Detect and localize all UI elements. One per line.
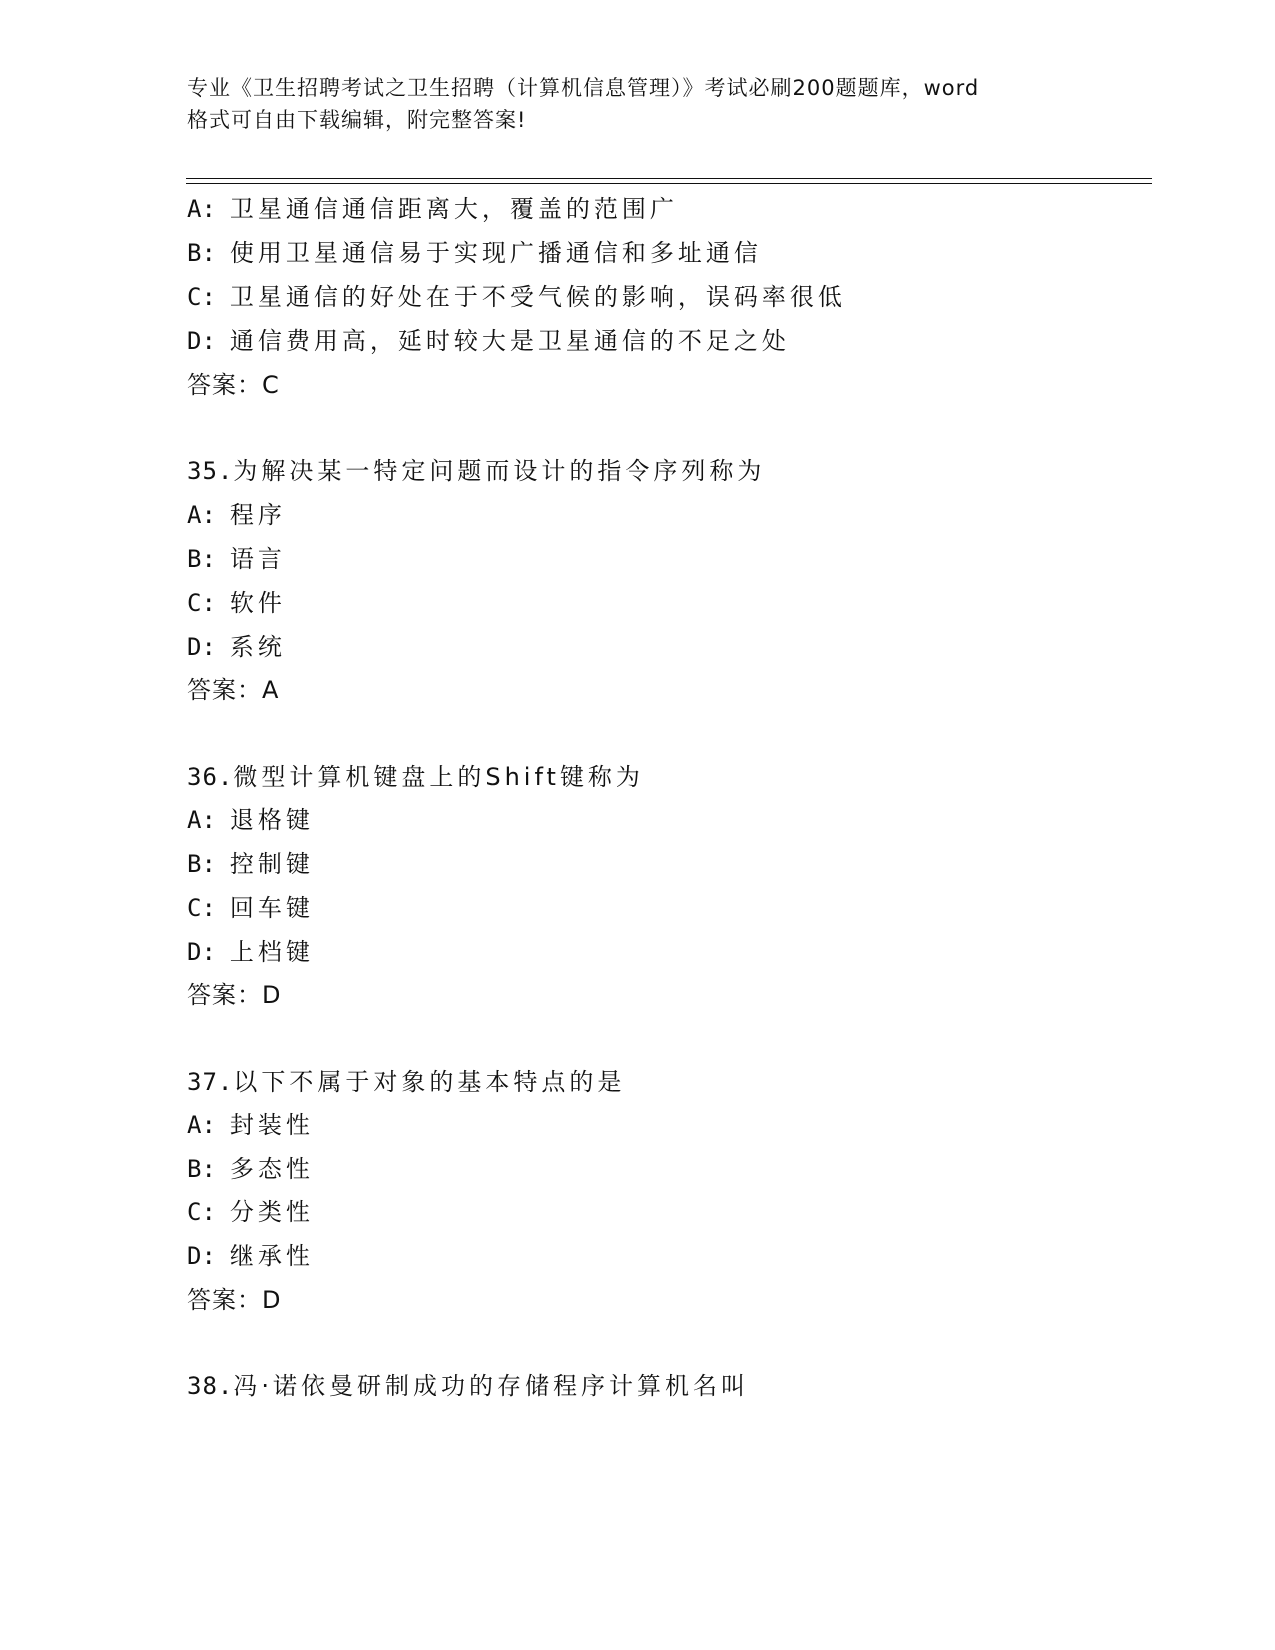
q35-option-a: A: 程序: [187, 501, 286, 529]
q35-option-d: D: 系统: [187, 633, 286, 661]
q38-question: 38.冯·诺依曼研制成功的存储程序计算机名叫: [187, 1372, 749, 1400]
q34-answer: 答案：C: [187, 371, 280, 399]
q37-question: 37.以下不属于对象的基本特点的是: [187, 1068, 626, 1096]
q37-option-d: D: 继承性: [187, 1242, 314, 1270]
q34-option-a: A: 卫星通信通信距离大，覆盖的范围广: [187, 195, 678, 223]
q35-question: 35.为解决某一特定问题而设计的指令序列称为: [187, 457, 766, 485]
q34-option-d: D: 通信费用高，延时较大是卫星通信的不足之处: [187, 327, 790, 355]
document-header: [187, 72, 1087, 136]
header-divider-bottom: [186, 183, 1152, 184]
q35-option-b: B: 语言: [187, 545, 286, 573]
q36-option-c: C: 回车键: [187, 894, 314, 922]
header-divider-top: [186, 178, 1152, 179]
q35-answer: 答案：A: [187, 676, 280, 704]
header-line-1: 专业《卫生招聘考试之卫生招聘（计算机信息管理）》考试必刷200题题库，word: [187, 76, 980, 100]
q37-option-a: A: 封装性: [187, 1111, 314, 1139]
q35-option-c: C: 软件: [187, 589, 286, 617]
q36-question: 36.微型计算机键盘上的Shift键称为: [187, 763, 644, 791]
q36-option-a: A: 退格键: [187, 806, 314, 834]
q36-option-b: B: 控制键: [187, 850, 314, 878]
q36-option-d: D: 上档键: [187, 938, 314, 966]
q37-option-b: B: 多态性: [187, 1155, 314, 1183]
header-line-2: 格式可自由下载编辑，附完整答案!: [187, 108, 527, 132]
q37-option-c: C: 分类性: [187, 1198, 314, 1226]
q37-answer: 答案：D: [187, 1286, 282, 1314]
q34-option-b: B: 使用卫星通信易于实现广播通信和多址通信: [187, 239, 762, 267]
q34-option-c: C: 卫星通信的好处在于不受气候的影响，误码率很低: [187, 283, 846, 311]
q36-answer: 答案：D: [187, 981, 282, 1009]
